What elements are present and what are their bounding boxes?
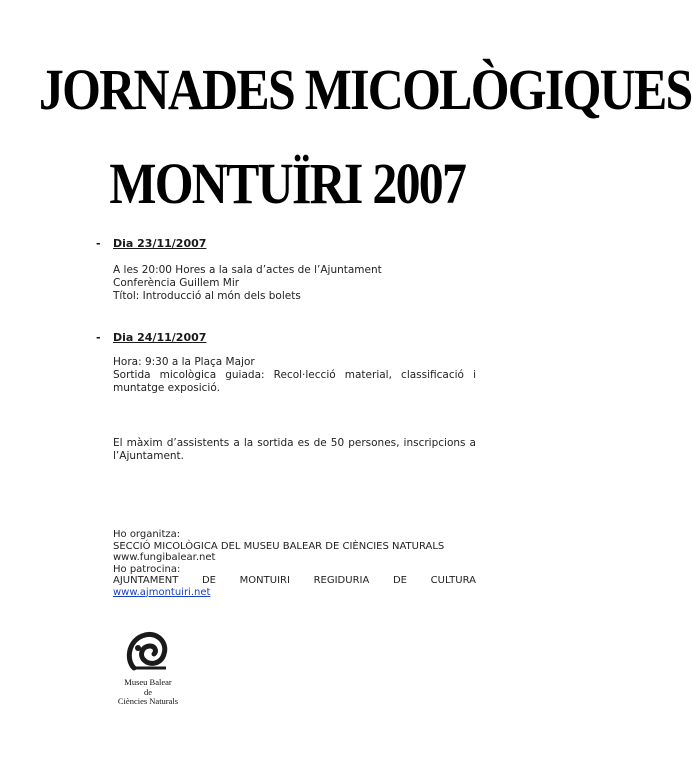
sponsor-word: CULTURA <box>430 575 476 586</box>
logo-caption <box>113 678 183 707</box>
capacity-notice: El màxim d’assistents a la sortida es de 50 persones, inscripcions a l’Ajuntament. <box>113 437 476 462</box>
day-1-heading: Dia 23/11/2007 <box>113 237 207 250</box>
sponsor-word: DE <box>392 575 407 586</box>
day-1-line-2: Conferència Guillem Mir <box>113 277 240 289</box>
title-line-1: JORNADES MICOLÒGIQUES <box>38 57 692 122</box>
day-1-details <box>113 264 476 303</box>
organizer-url: www.fungibalear.net <box>113 552 216 563</box>
day-2-heading: Dia 24/11/2007 <box>113 331 207 344</box>
sponsor-label: Ho patrocina: <box>113 563 181 575</box>
bullet-day-1: - <box>96 237 101 250</box>
museum-logo <box>113 630 183 705</box>
sponsor-word: MONTUIRI <box>239 575 290 586</box>
day-2-line-1: Hora: 9:30 a la Plaça Major <box>113 356 255 368</box>
day-1-line-3: Títol: Introducció al món dels bolets <box>113 290 301 302</box>
organizer-label: Ho organitza: <box>113 529 181 540</box>
logo-line-1: Museu Balear <box>124 677 172 687</box>
day-1-line-1: A les 20:00 Hores a la sala d’actes de l’Ajuntament <box>113 264 382 276</box>
sponsor-word: AJUNTAMENT <box>113 575 179 586</box>
credits-block <box>113 529 476 598</box>
bullet-day-2: - <box>96 331 101 344</box>
sponsor-word: REGIDURIA <box>313 575 370 586</box>
sponsor-word: DE <box>201 575 216 586</box>
snail-logo-icon <box>113 630 183 674</box>
logo-line-3: Ciències Naturals <box>117 696 179 706</box>
organizer-name: SECCIÓ MICOLÒGICA DEL MUSEU BALEAR DE CIÈNCIES NATURALS <box>113 540 445 552</box>
title-line-2: MONTUÏRI 2007 <box>109 151 466 216</box>
day-2-details <box>113 356 476 395</box>
sponsor-url-link[interactable]: www.ajmontuiri.net <box>113 586 211 598</box>
logo-line-2: de <box>143 686 153 697</box>
day-2-line-2: Sortida micològica guiada: Recol·lecció material, classificació i muntatge exposició. <box>113 369 476 394</box>
sponsor-name <box>113 575 476 587</box>
